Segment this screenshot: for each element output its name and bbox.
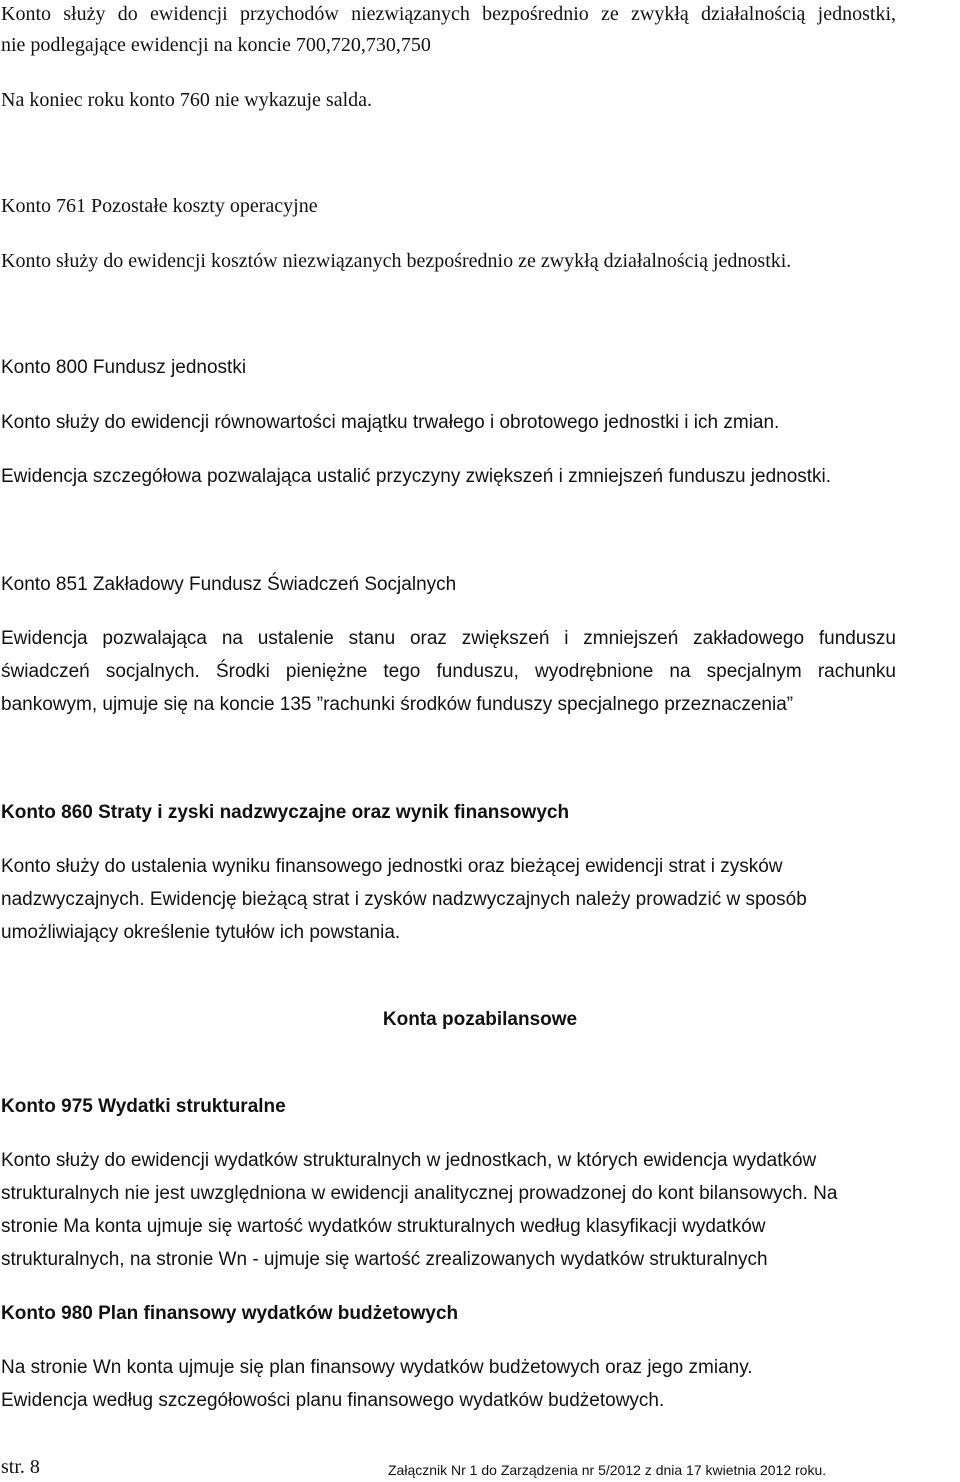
paragraph-line: Konto służy do ustalenia wyniku finansowego jednostki oraz bieżącej ewidencji strat i zysków <box>1 856 783 877</box>
paragraph-line: bankowym, ujmuje się na koncie 135 ”rachunki środków funduszy specjalnego przeznaczenia” <box>1 694 794 715</box>
footer-note: Załącznik Nr 1 do Zarządzenia nr 5/2012 z dnia 17 kwietnia 2012 roku. <box>388 1462 827 1478</box>
paragraph-line: Konto służy do ewidencji przychodów niezwiązanych bezpośrednio ze zwykłą działalnością jednostki, <box>1 3 896 25</box>
page-number: str. 8 <box>1 1456 40 1478</box>
paragraph-line: Ewidencja szczegółowa pozwalająca ustalić przyczyny zwiększeń i zmniejszeń funduszu jednostki. <box>1 466 832 487</box>
paragraph-line: Konto służy do ewidencji równowartości majątku trwałego i obrotowego jednostki i ich zmian. <box>1 412 780 433</box>
paragraph-line: Ewidencja według szczegółowości planu finansowego wydatków budżetowych. <box>1 1390 665 1411</box>
paragraph-line: strukturalnych nie jest uwzględniona w ewidencji analitycznej prowadzonej do kont bilansowych. Na <box>1 1183 838 1204</box>
section-heading: Konto 975 Wydatki strukturalne <box>1 1096 286 1117</box>
paragraph-line: stronie Ma konta ujmuje się wartość wydatków strukturalnych według klasyfikacji wydatków <box>1 1216 766 1237</box>
paragraph-line: strukturalnych, na stronie Wn - ujmuje się wartość zrealizowanych wydatków strukturalnych <box>1 1249 768 1270</box>
paragraph-line: umożliwiający określenie tytułów ich powstania. <box>1 922 401 943</box>
paragraph-line: Na stronie Wn konta ujmuje się plan finansowy wydatków budżetowych oraz jego zmiany. <box>1 1357 753 1378</box>
paragraph-line: Konto służy do ewidencji kosztów niezwiązanych bezpośrednio ze zwykłą działalnością jednostki. <box>1 250 792 272</box>
section-title: Konta pozabilansowe <box>382 1009 578 1030</box>
paragraph-line: świadczeń socjalnych. Środki pieniężne tego funduszu, wyodrębnione na specjalnym rachunku <box>1 661 896 682</box>
section-heading: Konto 860 Straty i zyski nadzwyczajne oraz wynik finansowych <box>1 802 570 823</box>
paragraph-line: nadzwyczajnych. Ewidencję bieżącą strat i zysków nadzwyczajnych należy prowadzić w sposób <box>1 889 807 910</box>
section-heading: Konto 980 Plan finansowy wydatków budżetowych <box>1 1303 459 1324</box>
paragraph-line: Na koniec roku konto 760 nie wykazuje salda. <box>1 89 373 111</box>
paragraph-line: nie podlegające ewidencji na koncie 700,720,730,750 <box>1 34 431 56</box>
paragraph-line: Konto służy do ewidencji wydatków strukturalnych w jednostkach, w których ewidencja wydatków <box>1 1150 817 1171</box>
paragraph-line: Ewidencja pozwalająca na ustalenie stanu oraz zwiększeń i zmniejszeń zakładowego funduszu <box>1 628 896 649</box>
section-heading: Konto 800 Fundusz jednostki <box>1 357 247 378</box>
section-heading: Konto 761 Pozostałe koszty operacyjne <box>1 195 318 217</box>
section-heading: Konto 851 Zakładowy Fundusz Świadczeń Socjalnych <box>1 574 457 595</box>
